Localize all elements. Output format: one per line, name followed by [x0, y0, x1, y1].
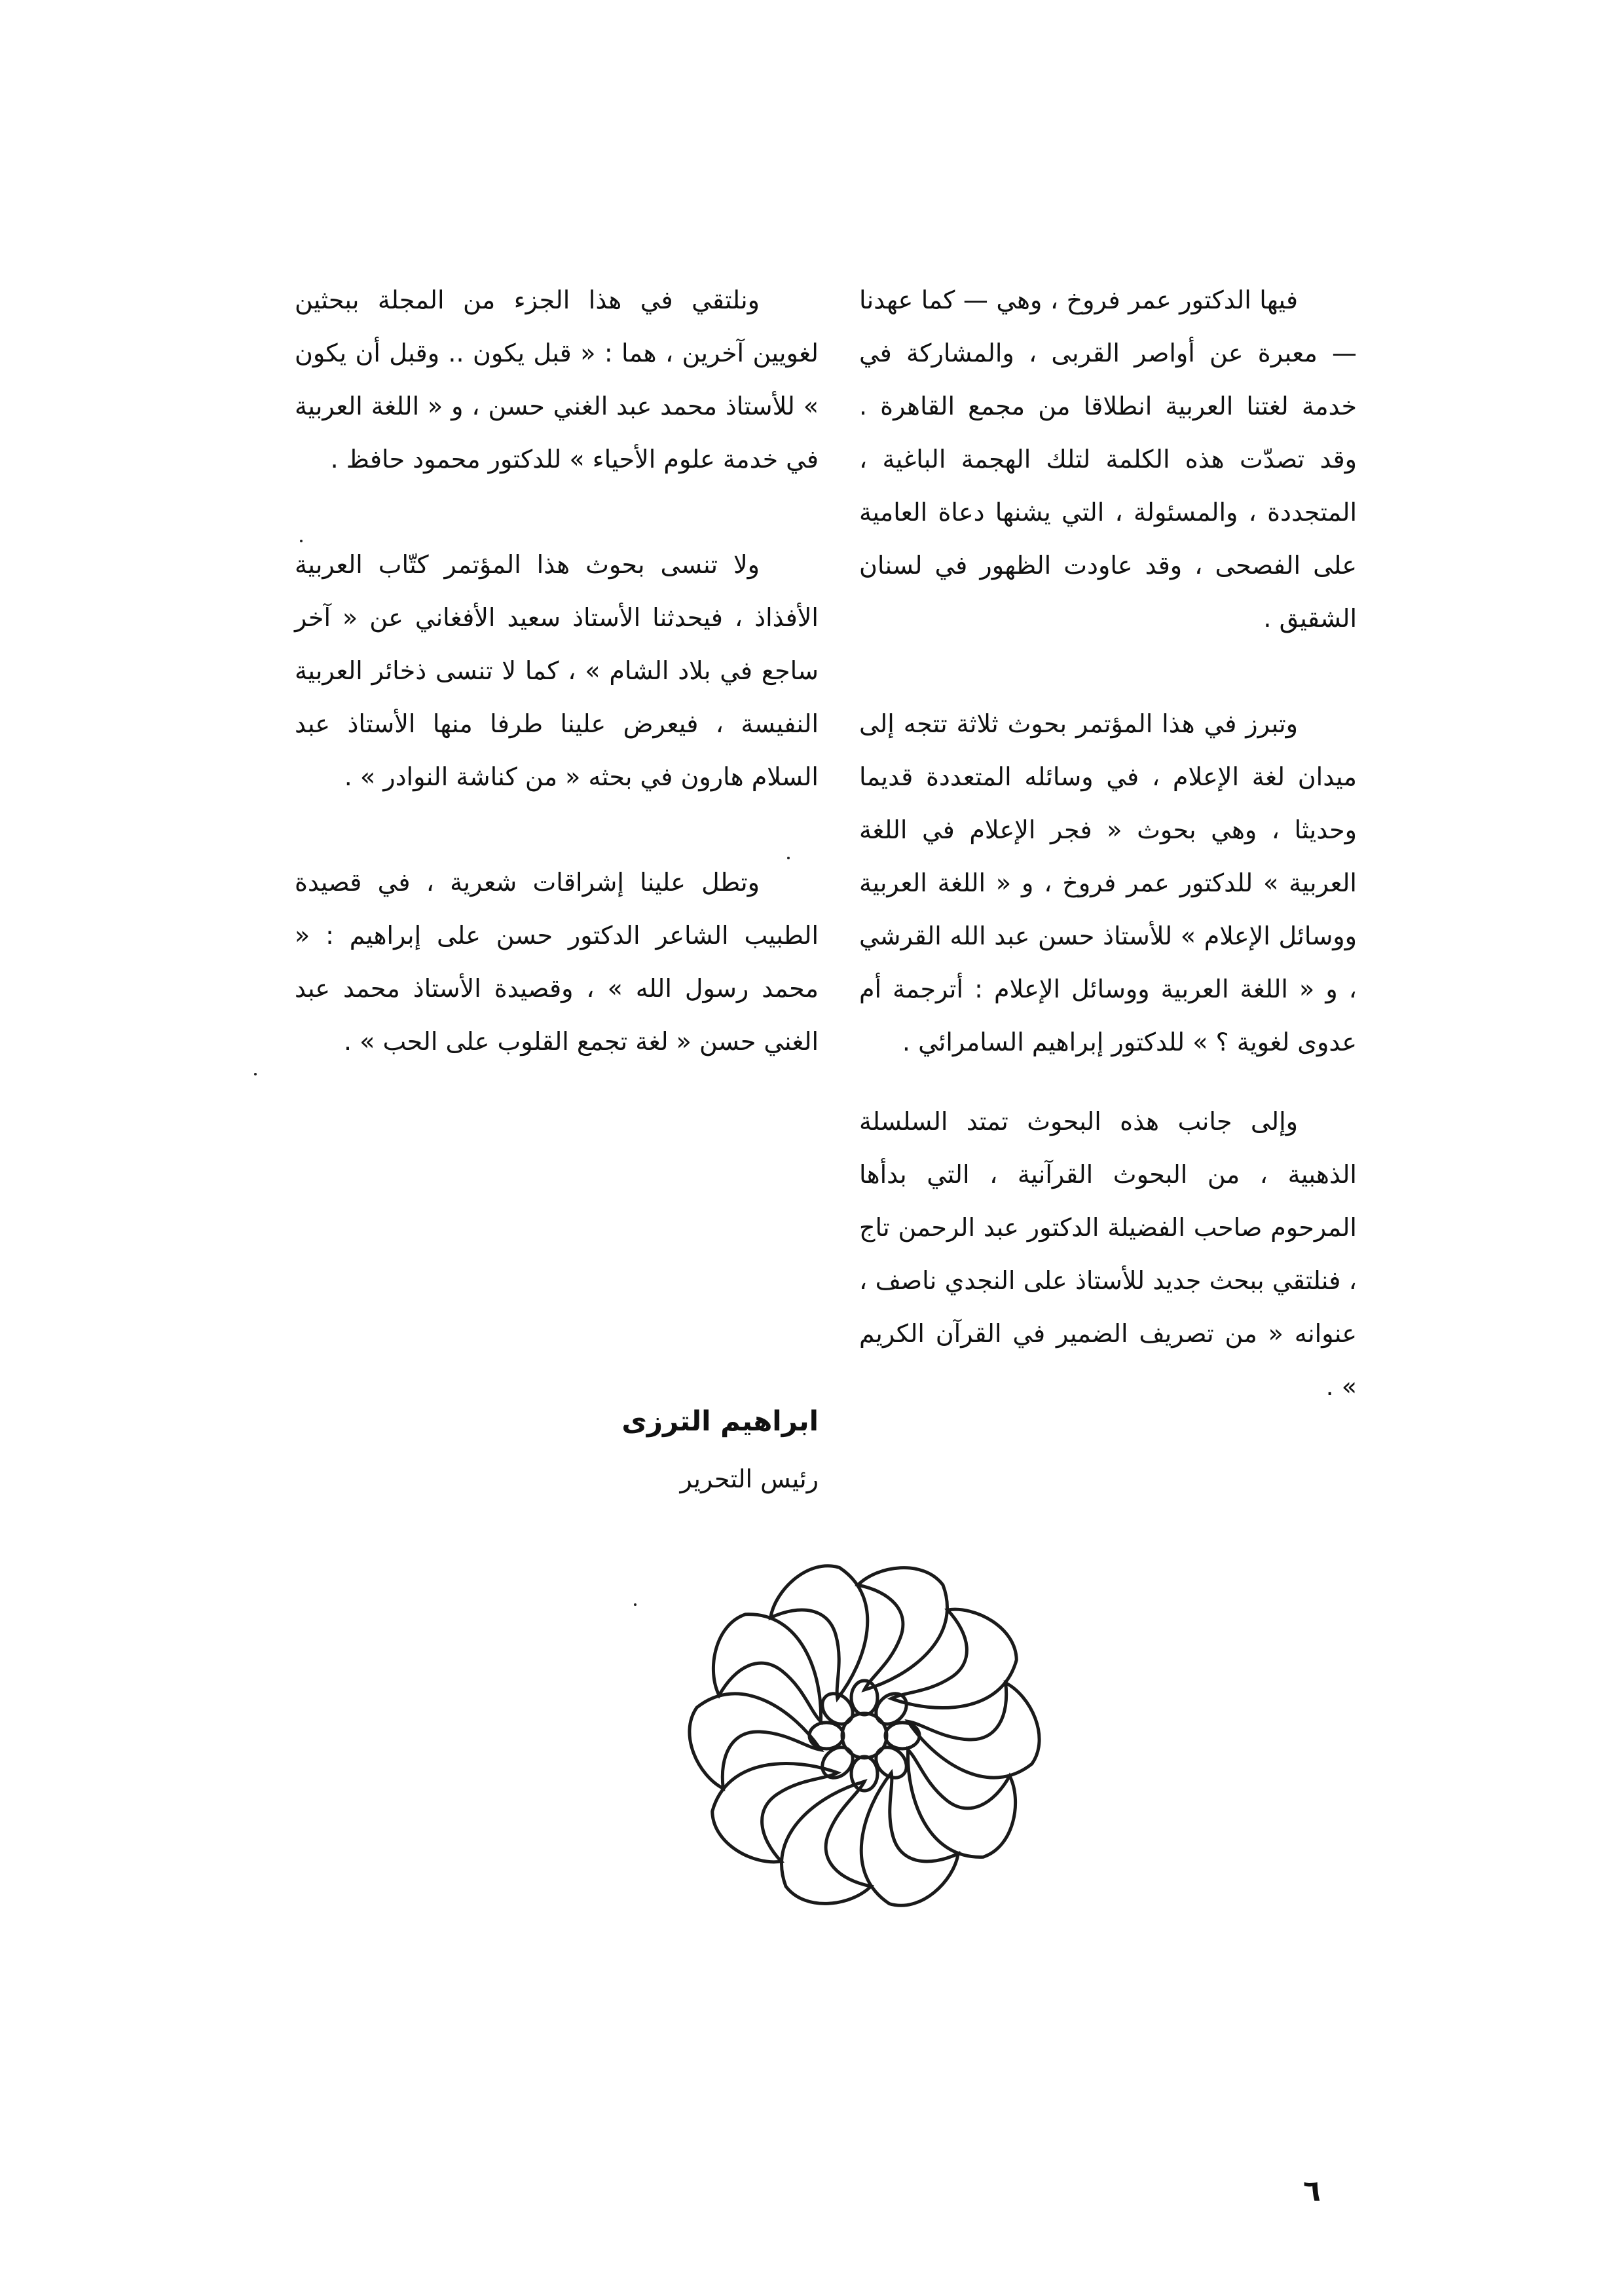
scan-speck: [787, 857, 790, 859]
flower-center: [842, 1713, 887, 1758]
editor-name: ابراهيم الترزى: [621, 1405, 819, 1437]
left-paragraph-3: وتطل علينا إشراقات شعرية ، في قصيدة الطبيب الشاعر الدكتور حسن على إبراهيم : « محمد رسول الله » ، وقصيدة الأستاذ محمد عبد الغني حسن « لغة تجمع القلوب على الحب » .: [295, 868, 819, 1056]
inner-petal: [851, 1681, 877, 1715]
outer-petal-ring: [688, 1559, 1041, 1912]
left-text-column: [295, 274, 819, 1068]
outer-petal: [882, 1744, 1025, 1866]
outer-petal: [688, 1671, 823, 1793]
outer-petal: [782, 1782, 871, 1903]
left-paragraph-1: ونلتقي في هذا الجزء من المجلة ببحثين لغويين آخرين ، هما : « قبل يكون .. وقبل أن يكون » للأستاذ محمد عبد الغني حسن ، و « اللغة العربية في خدمة علوم الأحياء » للدكتور محمود حافظ .: [295, 286, 819, 474]
editor-title: رئيس التحرير: [680, 1465, 819, 1493]
inner-petal: [851, 1757, 877, 1791]
outer-petal: [858, 1568, 947, 1690]
scan-speck: [634, 1603, 637, 1606]
left-paragraph-2: ولا تنسى بحوث هذا المؤتمر كتّاب العربية الأفذاذ ، فيحدثنا الأستاذ سعيد الأفغاني عن « آخر ساجع في بلاد الشام » ، كما لا تنسى ذخائر العربية النفيسة ، فيعرض علينا طرفا منها الأستاذ عبد السلام هارون في بحثه « من كناشة النوادر » .: [295, 550, 819, 791]
scan-speck: [254, 1073, 257, 1075]
outer-petal: [760, 1559, 904, 1702]
right-paragraph-1: فيها الدكتور عمر فروخ ، وهي — كما عهدنا — معبرة عن أواصر القربى ، والمشاركة في خدمة لغتنا العربية انطلاقا من مجمع القاهرة . وقد تصدّت هذه الكلمة لتلك الهجمة الباغية ، المتجددة ، والمسئولة ، التي يشنها دعاة العامية على الفصحى ، وقد عاودت الظهور في لسنان الشقيق .: [859, 286, 1357, 633]
rosette-ornament-icon: [688, 1559, 1041, 1912]
inner-flower-petals: [809, 1681, 919, 1791]
outer-petal: [824, 1769, 969, 1912]
right-paragraph-3: وإلى جانب هذه البحوث تمتد السلسلة الذهبية ، من البحوث القرآنية ، التي بدأها المرحوم صاحب الفضيلة الدكتور عبد الرحمن تاج ، فنلتقي ببحث جديد للأستاذ على النجدي ناصف ، عنوانه « من تصريف الضمير في القرآن الكريم » .: [859, 1107, 1357, 1401]
inner-petal: [809, 1723, 843, 1749]
outer-petal: [703, 1605, 846, 1727]
right-text-column: [859, 274, 1357, 1413]
outer-petal: [906, 1677, 1041, 1800]
inner-petal: [885, 1723, 919, 1749]
scan-speck: [300, 540, 303, 542]
right-paragraph-2: وتبرز في هذا المؤتمر بحوث ثلاثة تتجه إلى ميدان لغة الإعلام ، في وسائله المتعددة قديما وحديثا ، وهي بحوث « فجر الإعلام في اللغة العربية » للدكتور عمر فروخ ، و « اللغة العربية ووسائل الإعلام » للأستاذ حسن عبد الله القرشي ، و « اللغة العربية ووسائل الإعلام : أترجمة أم عدوى لغوية ؟ » للدكتور إبراهيم السامرائي .: [859, 709, 1357, 1056]
page-number: ٦: [1303, 2174, 1321, 2208]
editor-signature: [295, 1402, 819, 1499]
